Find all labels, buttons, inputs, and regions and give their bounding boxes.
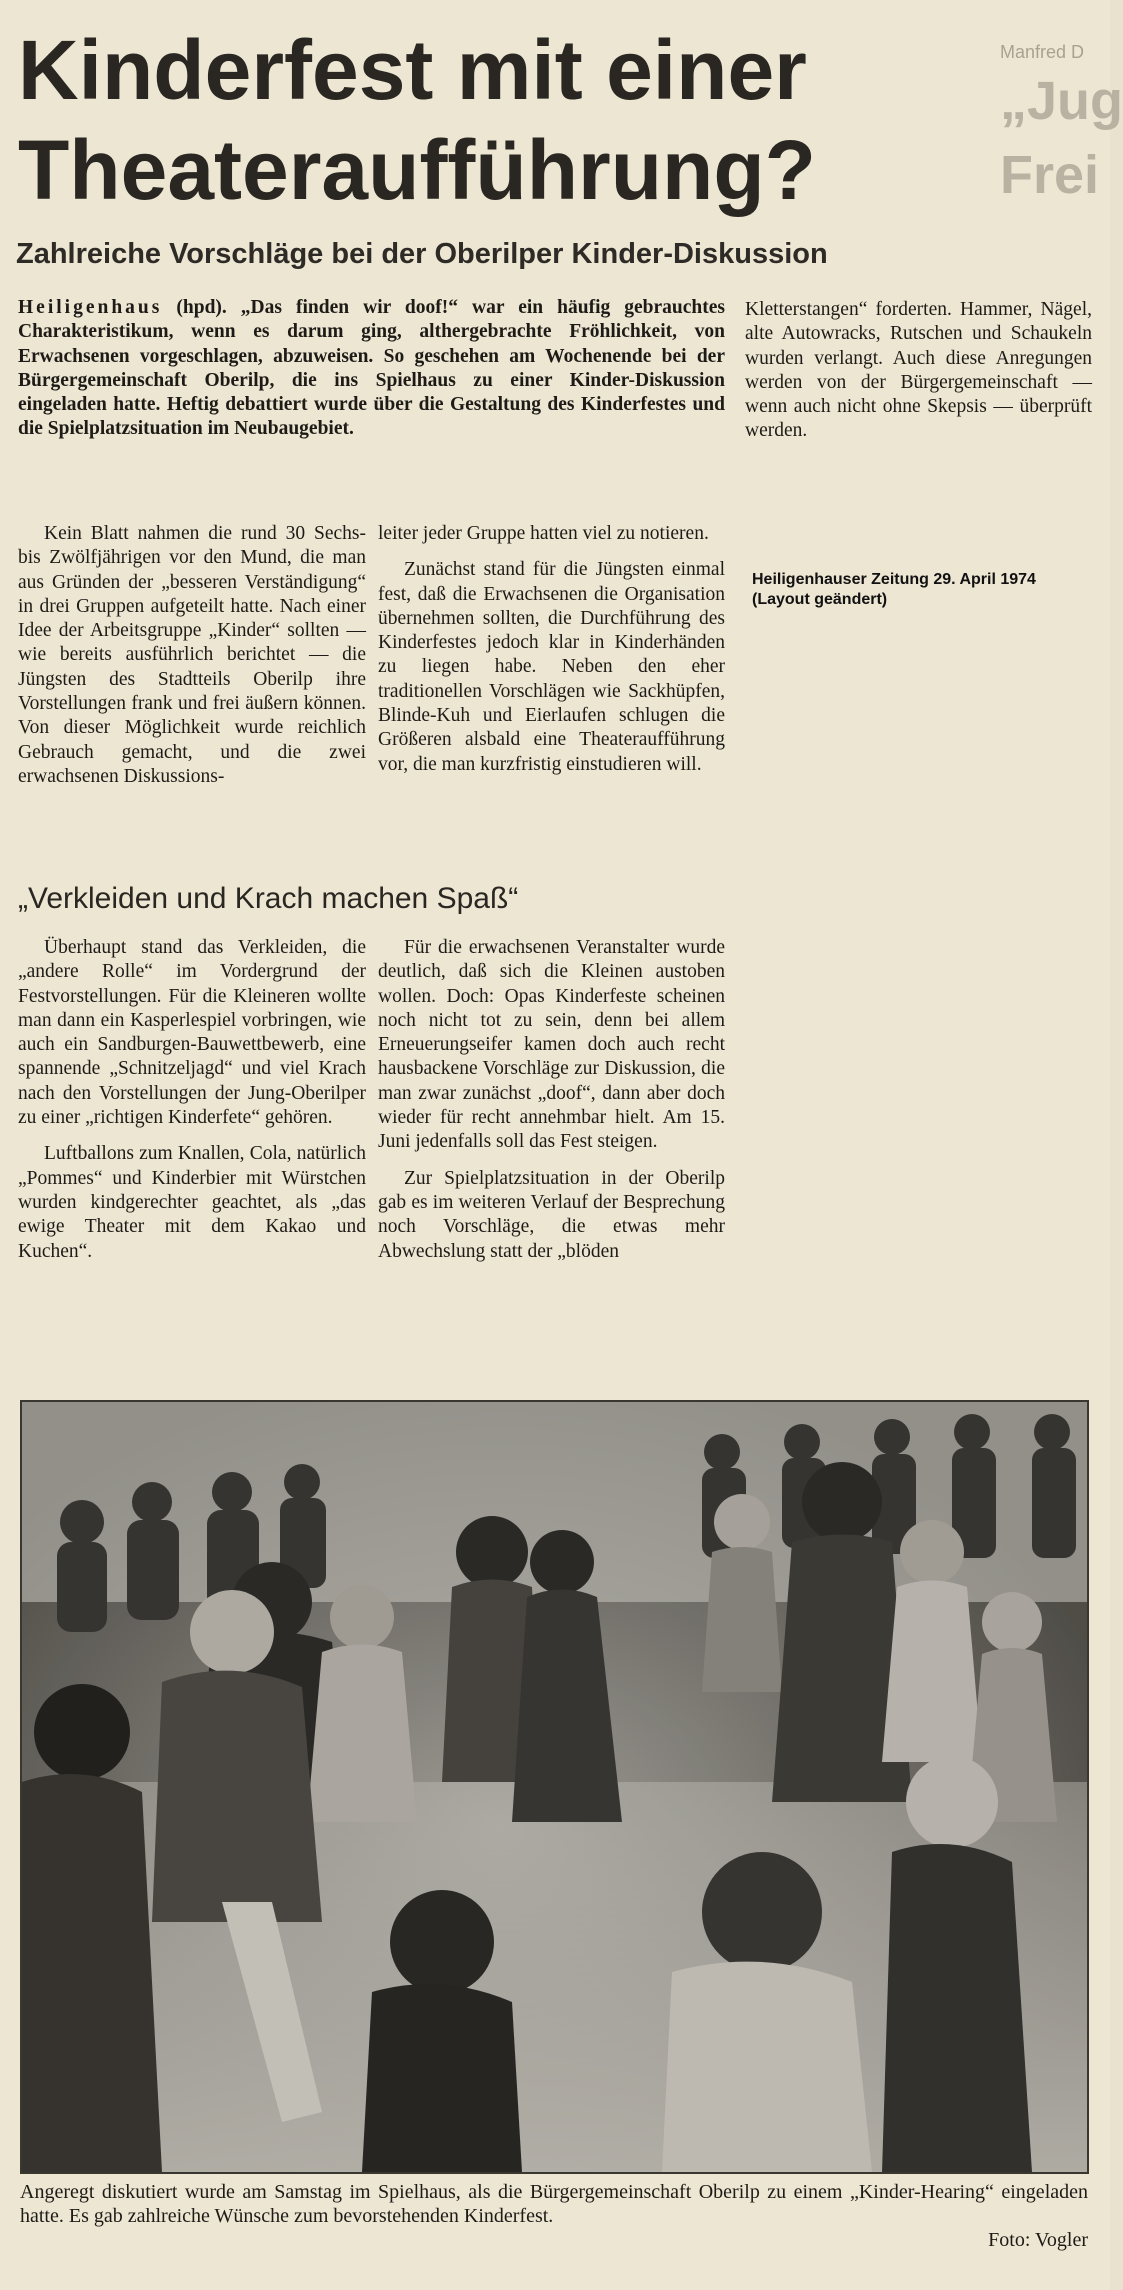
bleed-headline-2: Frei (1000, 145, 1100, 205)
source-note (752, 570, 1102, 610)
lead-dateline: Heiligenhaus (18, 297, 163, 318)
body-paragraph: Überhaupt stand das Verkleiden, die „andere Rolle“ im Vordergrund der Festvorstellungen. Für die Kleineren wollte man dann ein Kasperlespiel vorbringen, wie auch ein Sandburgen-Bauwettbewerb, eine spannende „Schnitzeljagd“ und viel Krach nach den Vorstellungen der Jung-Oberilper zu einer „richtigen Kinderfete“ gehören. (18, 937, 366, 1129)
headline-line-2: Theateraufführung? (18, 123, 816, 217)
source-note-line-2: (Layout geändert) (752, 591, 888, 608)
article-subheadline: Zahlreiche Vorschläge bei der Oberilper Kinder-Diskussion (16, 238, 828, 270)
source-note-line-1: Heiligenhauser Zeitung 29. April 1974 (752, 571, 1036, 588)
headline-line-1: Kinderfest mit einer (18, 23, 807, 117)
caption-text: Angeregt diskutiert wurde am Samstag im Spielhaus, als die Bürgergemeinschaft Oberilp zu einem „Kinder-Hearing“ eingeladen hatte. Es gab zahlreiche Wünsche zum bevorstehenden Kinderfest. (20, 2181, 1088, 2227)
right-paragraph: Kletterstangen“ forderten. Hammer, Nägel, alte Autowracks, Rutschen und Schaukeln wurden verlangt. Auch diese Anregungen werden von der Bürgergemeinschaft — wenn auch nicht ohne Skepsis — überprüft werden. (745, 299, 1092, 442)
body-paragraph: leiter jeder Gruppe hatten viel zu notieren. (378, 523, 709, 544)
section-headline: „Verkleiden und Krach machen Spaß“ (18, 882, 519, 915)
article-headline (18, 20, 998, 220)
right-column-continuation (745, 298, 1092, 444)
article-photo (20, 1400, 1089, 2174)
article-lead (18, 296, 725, 442)
bleed-author: Manfred D (1000, 42, 1085, 62)
body-column-1 (18, 522, 366, 789)
photo-caption (20, 2180, 1088, 2252)
photo-credit: Foto: Vogler (988, 2229, 1088, 2251)
body-paragraph: Zur Spielplatzsituation in der Oberilp gab es im weiteren Verlauf der Besprechung noch Vorschläge, die etwas mehr Abwechslung statt der „blöden (378, 1167, 725, 1262)
bleed-through-adjacent-article (1000, 40, 1123, 300)
body-paragraph: Kein Blatt nahmen die rund 30 Sechs- bis Zwölfjährigen vor den Mund, die man aus Gründen der „besseren Verständigung“ in drei Gruppen aufgeteilt hatte. Nach einer Idee der Arbeitsgruppe „Kinder“ sollten — wie bereits ausführlich berichtet — die Jüngsten des Stadtteils Oberilp ihre Vorstellungen frank und frei äußern können. Von dieser Möglichkeit wurde reichlich Gebrauch gemacht, und die zwei erwachsenen Diskussions- (18, 523, 366, 787)
body-column-2 (378, 522, 725, 777)
body-paragraph: Zunächst stand für die Jüngsten einmal fest, daß die Erwachsenen die Organisation übernehmen sollten, die Durchführung des Kinderfestes jedoch klar in Kinderhänden zu liegen habe. Neben den eher traditionellen Vorschlägen wie Sackhüpfen, Blinde-Kuh und Eierlaufen schlugen die Größeren alsbald eine Theateraufführung vor, die man kurzfristig einstudieren will. (378, 559, 725, 775)
bleed-headline-1: „Jug (1000, 71, 1123, 131)
body-paragraph: Für die erwachsenen Veranstalter wurde deutlich, daß sich die Kleinen austoben wollen. Doch: Opas Kinderfeste scheinen noch nicht tot zu sein, denn bei allem Erneuerungseifer kamen doch auch recht hausbackene Vorschläge zur Diskussion, die man zwar zunächst „doof“, dann aber doch wieder für recht annehmbar hielt. Am 15. Juni jedenfalls soll das Fest steigen. (378, 937, 725, 1153)
body-paragraph: Luftballons zum Knallen, Cola, natürlich „Pommes“ und Kinderbier mit Würstchen wurden kindgerechter geachtet, als „das ewige Theater mit dem Kakao und Kuchen“. (18, 1143, 366, 1262)
lead-text: (hpd). „Das finden wir doof!“ war ein häufig gebrauchtes Charakteristikum, wenn es darum ging, althergebrachte Fröhlichkeit, von Erwachsenen vorgeschlagen, abzuweisen. So geschehen am Wochenende bei der Bürgergemeinschaft Oberilp, die ins Spielhaus zu einer Kinder-Diskussion eingeladen hatte. Heftig debattiert wurde über die Gestaltung des Kinderfestes und die Spielplatzsituation im Neubaugebiet. (18, 297, 725, 440)
body-column-4 (378, 936, 725, 1264)
photo-illustration (22, 1402, 1087, 2172)
body-column-3 (18, 936, 366, 1264)
